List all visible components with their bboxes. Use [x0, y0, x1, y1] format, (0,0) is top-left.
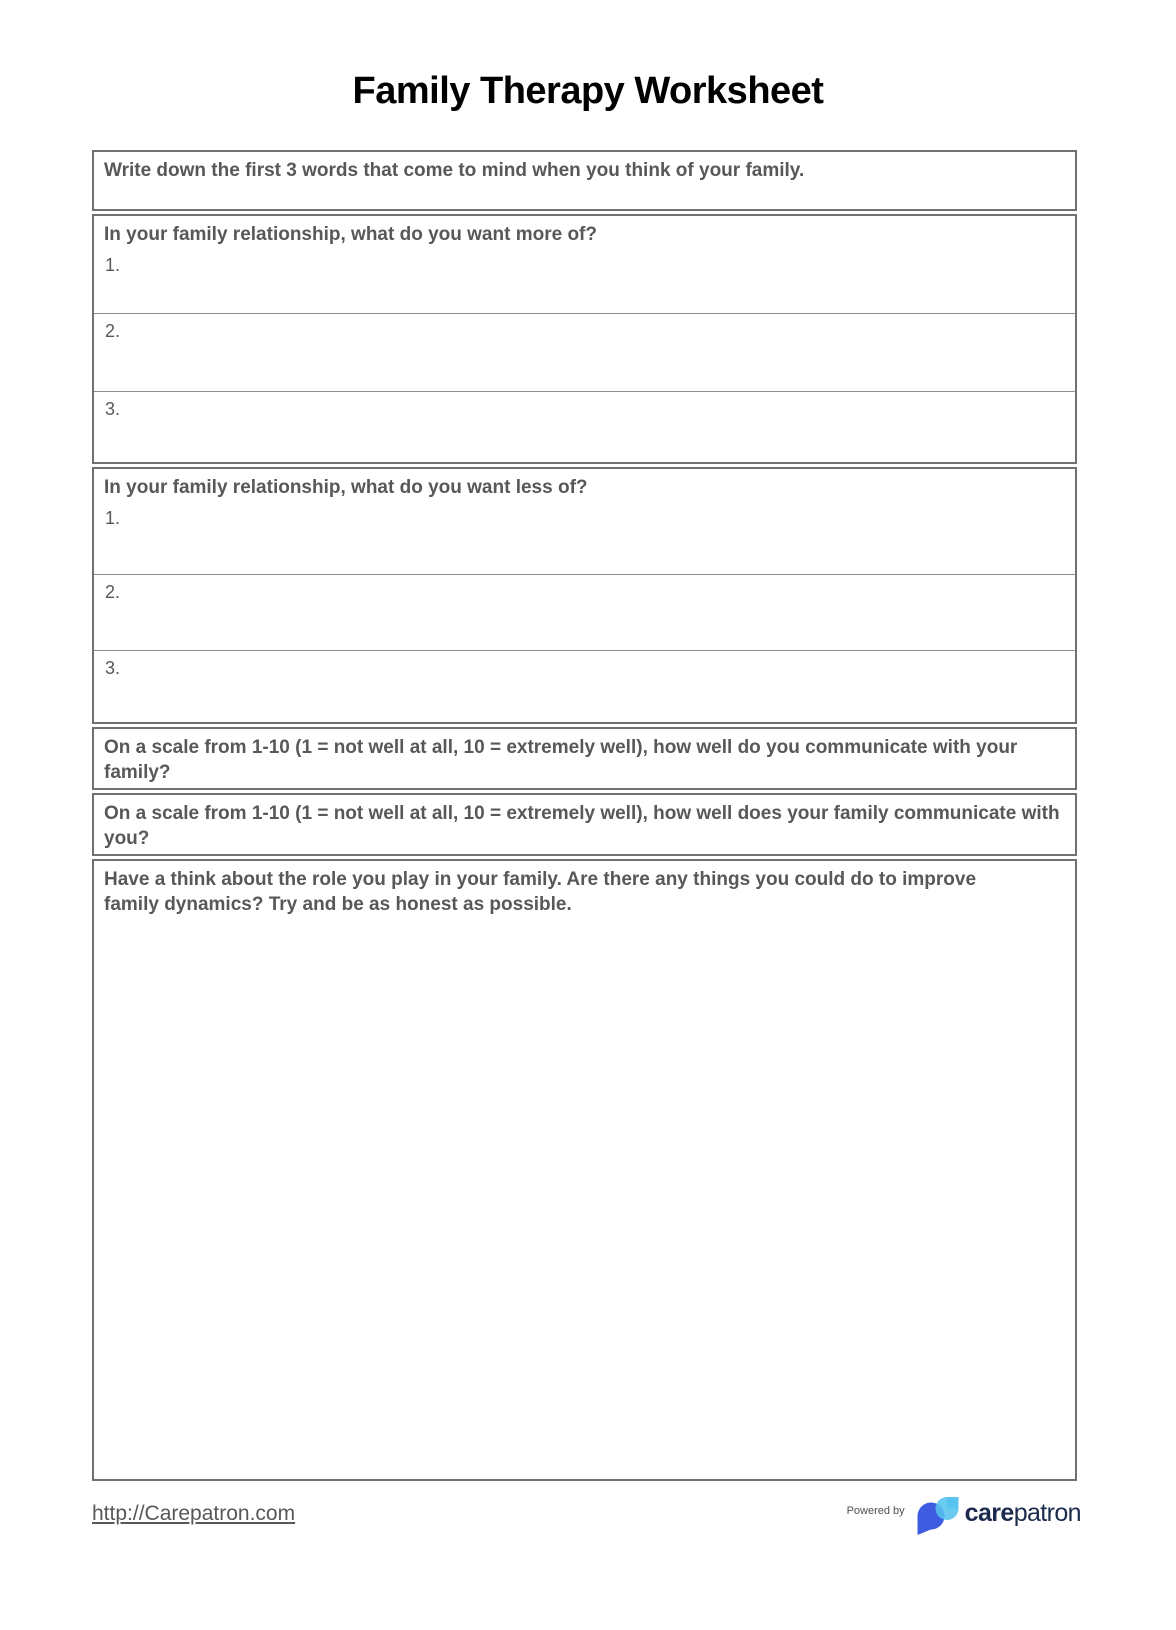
answer-area-communicate-with-family[interactable] — [94, 785, 1075, 788]
brand-care: care — [964, 1498, 1014, 1527]
answer-area-want-less-3[interactable] — [94, 680, 1075, 722]
question-want-more-label: In your family relationship, what do you want more of? — [104, 224, 597, 245]
brand-patron: patron — [1013, 1498, 1081, 1527]
answer-area-want-more-1[interactable] — [94, 276, 1075, 313]
answer-area-want-less-2[interactable] — [94, 604, 1075, 650]
want-more-row-1[interactable] — [94, 216, 1075, 313]
worksheet-form — [92, 150, 1077, 1481]
page-title: Family Therapy Worksheet — [352, 70, 824, 112]
brand-wordmark — [965, 1499, 1081, 1528]
want-less-row-1[interactable] — [94, 469, 1075, 574]
question-communicate-with-family — [92, 727, 1077, 790]
want-less-row-2[interactable] — [94, 574, 1075, 650]
question-first-words-label: Write down the first 3 words that come to mind when you think of your family. — [104, 160, 805, 181]
question-communicate-with-family-label: On a scale from 1-10 (1 = not well at all, 10 = extremely well), how well do you communicate with your family? — [104, 737, 1018, 783]
list-number: 3. — [105, 399, 121, 419]
footer-link[interactable]: http://Carepatron.com — [92, 1502, 296, 1525]
question-family-communicates-with-you-label: On a scale from 1-10 (1 = not well at all, 10 = extremely well), how well does your family communicate with you? — [104, 803, 1060, 849]
answer-area-family-communicates-with-you[interactable] — [94, 851, 1075, 854]
list-number: 1. — [105, 254, 121, 275]
list-number: 2. — [105, 582, 121, 602]
question-role-reflection-label: Have a think about the role you play in your family. Are there any things you could do to improve family dynamics? Try and be as honest as possible. — [104, 869, 977, 915]
answer-area-want-more-2[interactable] — [94, 343, 1075, 391]
question-family-communicates-with-you — [92, 793, 1077, 856]
powered-by-label: Powered by — [846, 1505, 905, 1517]
question-want-less — [92, 467, 1077, 724]
list-number: 3. — [105, 658, 121, 678]
question-first-words — [92, 150, 1077, 211]
answer-area-role-reflection[interactable] — [94, 917, 1075, 1479]
list-number: 1. — [105, 507, 121, 528]
powered-by-block — [847, 1488, 1081, 1538]
answer-area-want-less-1[interactable] — [94, 529, 1075, 574]
question-want-more — [92, 214, 1077, 464]
want-more-row-2[interactable] — [94, 313, 1075, 391]
question-want-less-label: In your family relationship, what do you want less of? — [104, 477, 588, 498]
want-more-row-3[interactable] — [94, 391, 1075, 462]
chat-bubbles-icon — [914, 1490, 961, 1537]
question-role-reflection — [92, 859, 1077, 1481]
answer-area-first-words[interactable] — [94, 184, 1075, 209]
list-number: 2. — [105, 321, 121, 341]
answer-area-want-more-3[interactable] — [94, 421, 1075, 462]
want-less-row-3[interactable] — [94, 650, 1075, 722]
